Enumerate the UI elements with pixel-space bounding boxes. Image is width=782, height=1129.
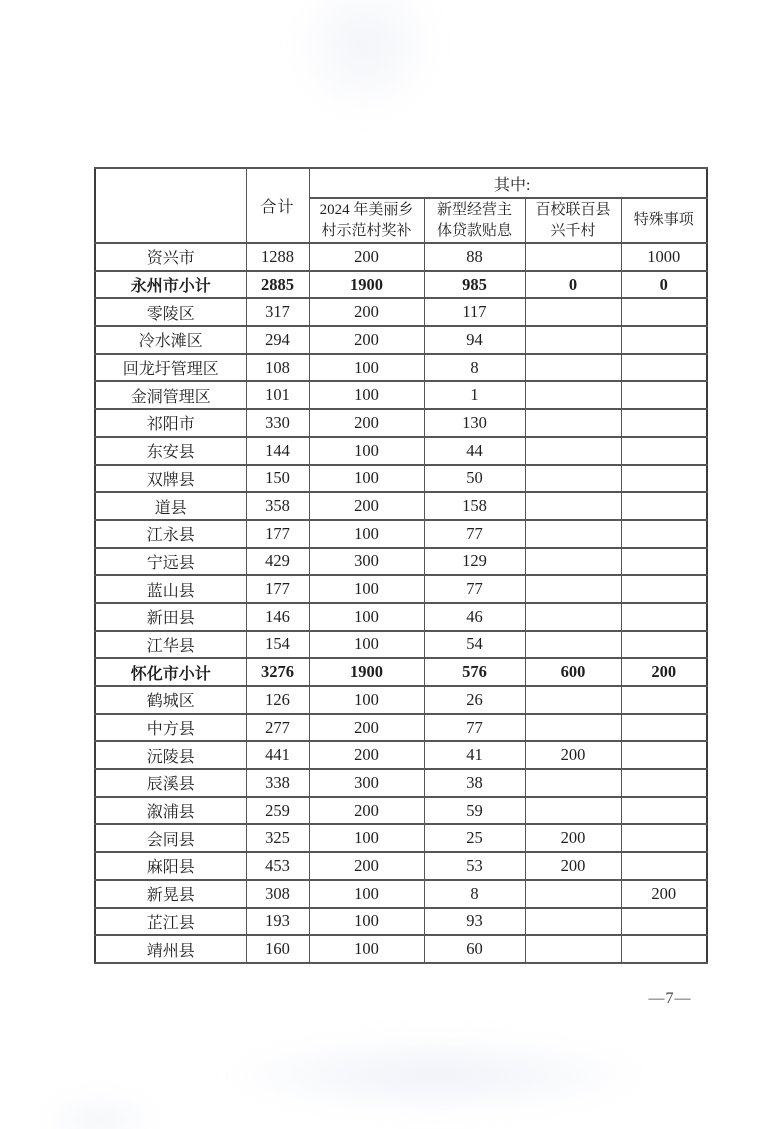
value-cell: [621, 409, 707, 437]
region-column-header: [95, 168, 246, 243]
value-cell: 41: [424, 741, 525, 769]
value-cell: 158: [424, 492, 525, 520]
region-name-cell: 会同县: [95, 824, 246, 852]
column-header-award2024: 2024 年美丽乡村示范村奖补: [309, 198, 424, 243]
subtotal-row: [95, 271, 707, 299]
value-cell: 985: [424, 271, 525, 299]
value-cell: [621, 492, 707, 520]
value-cell: 100: [309, 686, 424, 714]
value-cell: [525, 298, 621, 326]
value-cell: [525, 686, 621, 714]
value-cell: 200: [309, 741, 424, 769]
value-cell: 77: [424, 520, 525, 548]
region-name-cell: 宁远县: [95, 548, 246, 576]
value-cell: 200: [525, 852, 621, 880]
value-cell: [621, 741, 707, 769]
value-cell: 200: [621, 658, 707, 686]
value-cell: 200: [309, 326, 424, 354]
value-cell: 146: [246, 603, 309, 631]
table-row: [95, 797, 707, 825]
value-cell: 1900: [309, 658, 424, 686]
value-cell: [621, 298, 707, 326]
column-header-loan-interest: 新型经营主体贷款贴息: [424, 198, 525, 243]
column-header-school-county: 百校联百县兴千村: [525, 198, 621, 243]
value-cell: 300: [309, 769, 424, 797]
region-name-cell: 鹤城区: [95, 686, 246, 714]
value-cell: 177: [246, 575, 309, 603]
value-cell: 429: [246, 548, 309, 576]
value-cell: 200: [309, 409, 424, 437]
among-which-header: 其中:: [309, 168, 707, 198]
value-cell: 200: [309, 714, 424, 742]
value-cell: 100: [309, 520, 424, 548]
value-cell: 200: [525, 824, 621, 852]
value-cell: [525, 548, 621, 576]
region-name-cell: 道县: [95, 492, 246, 520]
table-row: [95, 437, 707, 465]
table-row: [95, 769, 707, 797]
value-cell: [621, 935, 707, 963]
table-row: [95, 935, 707, 963]
value-cell: 338: [246, 769, 309, 797]
value-cell: 200: [621, 880, 707, 908]
value-cell: [621, 714, 707, 742]
value-cell: 44: [424, 437, 525, 465]
value-cell: [621, 520, 707, 548]
table-row: [95, 686, 707, 714]
value-cell: [525, 381, 621, 409]
value-cell: 100: [309, 631, 424, 659]
region-name-cell: 沅陵县: [95, 741, 246, 769]
table-row: [95, 354, 707, 382]
value-cell: 300: [309, 548, 424, 576]
subtotal-row: [95, 658, 707, 686]
value-cell: 358: [246, 492, 309, 520]
table-row: [95, 381, 707, 409]
value-cell: 130: [424, 409, 525, 437]
table-row: [95, 852, 707, 880]
region-name-cell: 金洞管理区: [95, 381, 246, 409]
value-cell: [621, 548, 707, 576]
value-cell: 177: [246, 520, 309, 548]
value-cell: 100: [309, 908, 424, 936]
table-row: [95, 520, 707, 548]
value-cell: 200: [309, 298, 424, 326]
table-row: [95, 603, 707, 631]
value-cell: 100: [309, 465, 424, 493]
value-cell: [621, 326, 707, 354]
value-cell: 100: [309, 824, 424, 852]
value-cell: 200: [309, 492, 424, 520]
value-cell: [525, 354, 621, 382]
table-row: [95, 880, 707, 908]
total-column-header: 合计: [246, 168, 309, 243]
value-cell: [525, 326, 621, 354]
table-row: [95, 243, 707, 271]
value-cell: [621, 824, 707, 852]
value-cell: 88: [424, 243, 525, 271]
region-name-cell: 怀化市小计: [95, 658, 246, 686]
value-cell: [525, 492, 621, 520]
value-cell: 50: [424, 465, 525, 493]
value-cell: 100: [309, 603, 424, 631]
value-cell: 453: [246, 852, 309, 880]
table-row: [95, 409, 707, 437]
value-cell: 1900: [309, 271, 424, 299]
table-row: [95, 298, 707, 326]
region-name-cell: 回龙圩管理区: [95, 354, 246, 382]
value-cell: [525, 769, 621, 797]
scan-smudge: [290, 0, 440, 120]
value-cell: [525, 908, 621, 936]
table-row: [95, 548, 707, 576]
value-cell: 1288: [246, 243, 309, 271]
value-cell: 93: [424, 908, 525, 936]
value-cell: 100: [309, 437, 424, 465]
table-row: [95, 741, 707, 769]
value-cell: 100: [309, 354, 424, 382]
value-cell: [621, 354, 707, 382]
value-cell: [525, 631, 621, 659]
value-cell: [525, 437, 621, 465]
value-cell: 77: [424, 714, 525, 742]
value-cell: [525, 935, 621, 963]
table-row: [95, 824, 707, 852]
page-number: —7—: [648, 990, 692, 1007]
value-cell: [621, 465, 707, 493]
value-cell: 60: [424, 935, 525, 963]
value-cell: 160: [246, 935, 309, 963]
table-row: [95, 575, 707, 603]
column-header-special: 特殊事项: [621, 198, 707, 243]
value-cell: [525, 880, 621, 908]
value-cell: 154: [246, 631, 309, 659]
value-cell: 101: [246, 381, 309, 409]
region-name-cell: 冷水滩区: [95, 326, 246, 354]
value-cell: [621, 631, 707, 659]
value-cell: 193: [246, 908, 309, 936]
value-cell: 200: [309, 797, 424, 825]
region-name-cell: 芷江县: [95, 908, 246, 936]
value-cell: 200: [309, 243, 424, 271]
region-name-cell: 祁阳市: [95, 409, 246, 437]
value-cell: 200: [525, 741, 621, 769]
region-name-cell: 双牌县: [95, 465, 246, 493]
region-name-cell: 江永县: [95, 520, 246, 548]
region-name-cell: 麻阳县: [95, 852, 246, 880]
region-name-cell: 新田县: [95, 603, 246, 631]
value-cell: 38: [424, 769, 525, 797]
value-cell: 3276: [246, 658, 309, 686]
value-cell: 2885: [246, 271, 309, 299]
region-name-cell: 溆浦县: [95, 797, 246, 825]
value-cell: 0: [621, 271, 707, 299]
value-cell: 94: [424, 326, 525, 354]
value-cell: 100: [309, 935, 424, 963]
value-cell: 54: [424, 631, 525, 659]
value-cell: 317: [246, 298, 309, 326]
value-cell: 144: [246, 437, 309, 465]
value-cell: 0: [525, 271, 621, 299]
table-row: [95, 631, 707, 659]
table-row: [95, 492, 707, 520]
value-cell: 108: [246, 354, 309, 382]
header-row-among: [95, 168, 707, 198]
value-cell: [621, 908, 707, 936]
value-cell: 1000: [621, 243, 707, 271]
value-cell: 259: [246, 797, 309, 825]
value-cell: 441: [246, 741, 309, 769]
value-cell: 46: [424, 603, 525, 631]
value-cell: [621, 437, 707, 465]
region-name-cell: 辰溪县: [95, 769, 246, 797]
value-cell: 8: [424, 354, 525, 382]
region-name-cell: 新晃县: [95, 880, 246, 908]
value-cell: 126: [246, 686, 309, 714]
funding-allocation-table: [94, 167, 708, 964]
value-cell: 129: [424, 548, 525, 576]
region-name-cell: 东安县: [95, 437, 246, 465]
value-cell: [525, 409, 621, 437]
value-cell: [525, 520, 621, 548]
value-cell: 1: [424, 381, 525, 409]
value-cell: [525, 797, 621, 825]
region-name-cell: 江华县: [95, 631, 246, 659]
value-cell: [621, 852, 707, 880]
region-name-cell: 永州市小计: [95, 271, 246, 299]
table-row: [95, 465, 707, 493]
table-row: [95, 908, 707, 936]
value-cell: 53: [424, 852, 525, 880]
region-name-cell: 靖州县: [95, 935, 246, 963]
value-cell: 100: [309, 575, 424, 603]
value-cell: [621, 603, 707, 631]
value-cell: 600: [525, 658, 621, 686]
value-cell: [621, 686, 707, 714]
value-cell: 294: [246, 326, 309, 354]
region-name-cell: 蓝山县: [95, 575, 246, 603]
value-cell: 325: [246, 824, 309, 852]
value-cell: 100: [309, 880, 424, 908]
value-cell: 117: [424, 298, 525, 326]
value-cell: [525, 714, 621, 742]
table-row: [95, 326, 707, 354]
value-cell: 308: [246, 880, 309, 908]
value-cell: [525, 575, 621, 603]
value-cell: 330: [246, 409, 309, 437]
scan-smudge: [40, 1090, 160, 1129]
region-name-cell: 资兴市: [95, 243, 246, 271]
value-cell: 25: [424, 824, 525, 852]
value-cell: 200: [309, 852, 424, 880]
region-name-cell: 零陵区: [95, 298, 246, 326]
value-cell: [525, 603, 621, 631]
value-cell: [621, 575, 707, 603]
value-cell: 277: [246, 714, 309, 742]
value-cell: 150: [246, 465, 309, 493]
value-cell: 59: [424, 797, 525, 825]
value-cell: 8: [424, 880, 525, 908]
value-cell: 26: [424, 686, 525, 714]
value-cell: 100: [309, 381, 424, 409]
table-row: [95, 714, 707, 742]
value-cell: [621, 381, 707, 409]
value-cell: 77: [424, 575, 525, 603]
value-cell: 576: [424, 658, 525, 686]
value-cell: [525, 243, 621, 271]
value-cell: [621, 769, 707, 797]
value-cell: [525, 465, 621, 493]
value-cell: [621, 797, 707, 825]
scan-smudge: [220, 1035, 650, 1115]
region-name-cell: 中方县: [95, 714, 246, 742]
